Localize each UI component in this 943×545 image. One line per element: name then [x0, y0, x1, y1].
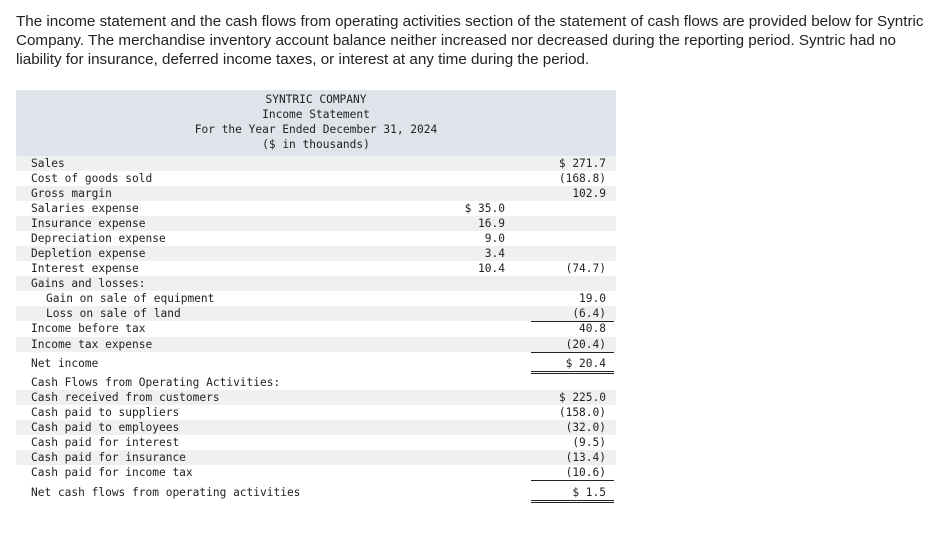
row-value: $ 225.0 [558, 391, 606, 404]
table-row [16, 465, 616, 480]
row-value: $ 271.7 [558, 157, 606, 170]
row-label: Insurance expense [31, 217, 146, 230]
row-label: Cash paid to suppliers [31, 406, 180, 419]
company-name: SYNTRIC COMPANY [265, 93, 367, 106]
section-heading [16, 375, 616, 390]
row-label: Income tax expense [31, 338, 153, 351]
row-label: Gain on sale of equipment [46, 292, 215, 305]
row-label: Cash paid to employees [31, 421, 180, 434]
table-row [16, 321, 616, 336]
income-statement-table [16, 90, 616, 500]
table-row [16, 420, 616, 435]
row-value: (158.0) [558, 406, 606, 419]
table-row [16, 231, 616, 246]
table-row [16, 450, 616, 465]
row-value: 3.4 [484, 247, 505, 260]
row-label: Gains and losses: [31, 277, 146, 290]
row-value: (10.6) [565, 466, 606, 479]
row-value: (32.0) [565, 421, 606, 434]
row-value: 10.4 [478, 262, 505, 275]
row-label: Gross margin [31, 187, 112, 200]
row-label: Cash paid for interest [31, 436, 180, 449]
table-row [16, 485, 616, 500]
row-label: Salaries expense [31, 202, 139, 215]
table-row [16, 291, 616, 306]
table-row [16, 246, 616, 261]
statement-units: ($ in thousands) [262, 138, 370, 151]
row-label: Depletion expense [31, 247, 146, 260]
row-value: 16.9 [478, 217, 505, 230]
row-value: (13.4) [565, 451, 606, 464]
row-label: Cash paid for insurance [31, 451, 186, 464]
table-row [16, 337, 616, 352]
table-row [16, 186, 616, 201]
row-value: (6.4) [572, 307, 606, 320]
row-label: Cash paid for income tax [31, 466, 193, 479]
table-row [16, 356, 616, 371]
table-row [16, 261, 616, 276]
table-row [16, 216, 616, 231]
row-value: 9.0 [484, 232, 505, 245]
table-row [16, 405, 616, 420]
row-label: Sales [31, 157, 65, 170]
row-value: 40.8 [579, 322, 606, 335]
table-row [16, 201, 616, 216]
row-label: Cash Flows from Operating Activities: [31, 376, 281, 389]
net-income-value: $ 20.4 [565, 357, 606, 370]
row-value: $ 35.0 [464, 202, 505, 215]
table-row [16, 276, 616, 291]
row-label: Cost of goods sold [31, 172, 153, 185]
row-label: Cash received from customers [31, 391, 220, 404]
table-row [16, 171, 616, 186]
row-label: Net cash flows from operating activities [31, 486, 301, 499]
table-row [16, 156, 616, 171]
row-value: (74.7) [565, 262, 606, 275]
statement-header [16, 90, 616, 156]
row-value: (9.5) [572, 436, 606, 449]
row-label: Interest expense [31, 262, 139, 275]
table-row [16, 435, 616, 450]
statement-title: Income Statement [262, 108, 370, 121]
problem-intro-text: The income statement and the cash flows from operating activities section of the statement of cash flows are provided below for Syntric Company. The merchandise inventory account balance neither increased nor decreased during the reporting period. Syntric had no liability for insurance, deferred income taxes, or interest at any time during the period. [16, 13, 924, 68]
row-label: Income before tax [31, 322, 146, 335]
net-cash-flow-value: $ 1.5 [572, 486, 606, 499]
row-value: (168.8) [558, 172, 606, 185]
table-row [16, 306, 616, 321]
row-value: 102.9 [572, 187, 606, 200]
statement-period: For the Year Ended December 31, 2024 [194, 123, 438, 136]
table-row [16, 390, 616, 405]
row-label: Net income [31, 357, 99, 370]
row-label: Depreciation expense [31, 232, 166, 245]
row-label: Loss on sale of land [46, 307, 181, 320]
row-value: 19.0 [579, 292, 606, 305]
row-value: (20.4) [565, 338, 606, 351]
